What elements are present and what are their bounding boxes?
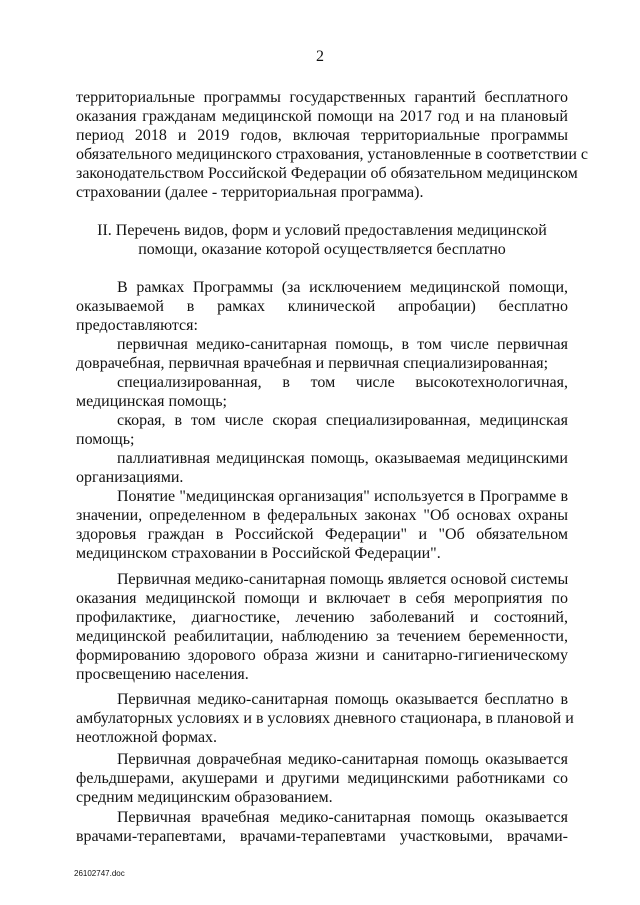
text-line: средним медицинским образованием. (76, 789, 333, 806)
section-heading: II. Перечень видов, форм и условий предоставления медицинской (97, 222, 547, 239)
text-line: паллиативная медицинская помощь, оказываемая медицинскими (117, 450, 568, 467)
text-line: страховании (далее - территориальная программа). (76, 184, 424, 201)
text-line: медицинской реабилитации, наблюдению за течением беременности, (76, 628, 568, 645)
text-line: период 2018 и 2019 годов, включая территориальные программы (76, 127, 568, 144)
text-line: В рамках Программы (за исключением медицинской помощи, (117, 279, 568, 296)
section-heading: помощи, оказание которой осуществляется бесплатно (138, 241, 506, 258)
text-line: Первичная доврачебная медико-санитарная помощь оказывается (117, 751, 568, 768)
text-line: оказания медицинской помощи и включает в себя мероприятия по (76, 590, 568, 607)
text-line: значении, определенном в федеральных законах "Об основах охраны (76, 507, 568, 524)
text-line: фельдшерами, акушерами и другими медицинскими работниками со (76, 770, 568, 787)
text-line: амбулаторных условиях и в условиях дневного стационара, в плановой и (76, 710, 574, 727)
text-line: Первичная врачебная медико-санитарная помощь оказывается (117, 809, 568, 826)
text-line: специализированная, в том числе высокотехнологичная, (117, 374, 568, 391)
text-line: помощь; (76, 431, 135, 448)
text-line: здоровья граждан в Российской Федерации" и "Об обязательном (76, 526, 568, 543)
text-line: организациями. (76, 469, 184, 486)
text-line: просвещению населения. (76, 666, 249, 683)
text-line: врачами-терапевтами, врачами-терапевтами участковыми, врачами- (76, 828, 568, 845)
text-line: оказываемой в рамках клинической апробации) бесплатно (76, 298, 568, 315)
text-line: предоставляются: (76, 317, 198, 334)
text-line: профилактике, диагностике, лечению заболеваний и состояний, (76, 609, 568, 626)
text-line: оказания гражданам медицинской помощи на 2017 год и на плановый (76, 108, 568, 125)
text-line: первичная медико-санитарная помощь, в том числе первичная (117, 336, 568, 353)
text-line: Первичная медико-санитарная помощь является основой системы (117, 571, 569, 588)
text-line: медицинском страховании в Российской Федерации". (76, 545, 441, 562)
text-line: территориальные программы государственных гарантий бесплатного (76, 89, 568, 106)
text-line: Первичная медико-санитарная помощь оказывается бесплатно в (117, 691, 568, 708)
text-line: неотложной формах. (76, 729, 218, 746)
text-line: скорая, в том числе скорая специализированная, медицинская (117, 412, 568, 429)
footer-filename: 26102747.doc (74, 869, 125, 878)
text-line: Понятие "медицинская организация" используется в Программе в (117, 488, 568, 505)
text-line: законодательством Российской Федерации об обязательном медицинском (76, 165, 578, 182)
text-line: обязательного медицинского страхования, установленные в соответствии с (76, 146, 588, 163)
text-line: формированию здорового образа жизни и санитарно-гигиеническому (76, 647, 568, 664)
page-number: 2 (316, 48, 324, 65)
text-line: доврачебная, первичная врачебная и первичная специализированная; (76, 355, 549, 372)
text-line: медицинская помощь; (76, 393, 227, 410)
